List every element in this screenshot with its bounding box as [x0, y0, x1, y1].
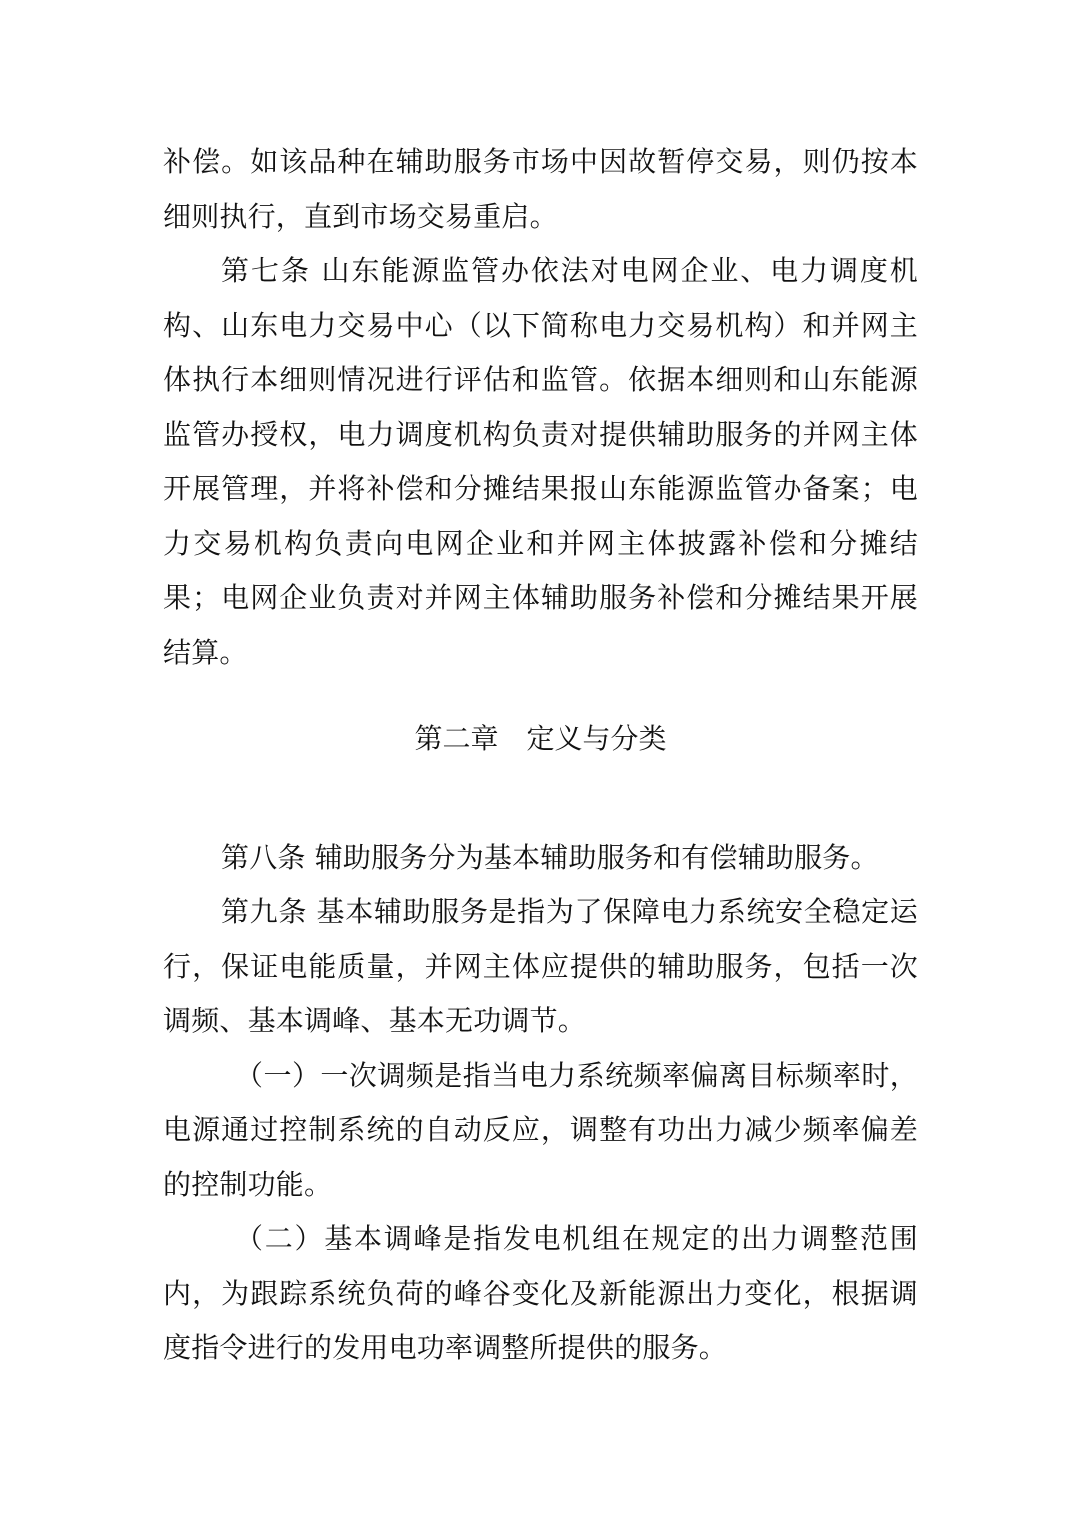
item-2-paragraph: （二）基本调峰是指发电机组在规定的出力调整范围内，为跟踪系统负荷的峰谷变化及新能源出力变化，根据调度指令进行的发用电功率调整所提供的服务。 — [163, 1222, 918, 1364]
spacer — [163, 680, 918, 712]
spacer — [163, 767, 918, 831]
article-9-paragraph: 第九条 基本辅助服务是指为了保障电力系统安全稳定运行，保证电能质量，并网主体应提供的辅助服务，包括一次调频、基本调峰、基本无功调节。 — [163, 895, 918, 1037]
chapter-heading: 第二章 定义与分类 — [414, 722, 667, 755]
paragraph-continuation: 补偿。如该品种在辅助服务市场中因故暂停交易，则仍按本细则执行，直到市场交易重启。 — [163, 145, 918, 233]
item-1-paragraph: （一）一次调频是指当电力系统频率偏离目标频率时，电源通过控制系统的自动反应，调整有功出力减少频率偏差的控制功能。 — [163, 1058, 918, 1201]
article-8-paragraph: 第八条 辅助服务分为基本辅助服务和有偿辅助服务。 — [221, 840, 879, 874]
article-7-paragraph: 第七条 山东能源监管办依法对电网企业、电力调度机构、山东电力交易中心（以下简称电力交易机构）和并网主体执行本细则情况进行评估和监管。依据本细则和山东能源监管办授权，电力调度机构负责对提供辅助服务的并网主体开展管理，并将补偿和分摊结果报山东能源监管办备案；电力交易机构负责向电网企业和并网主体披露补偿和分摊结果；电网企业负责对并网主体辅助服务补偿和分摊结果开展结算。 — [163, 254, 918, 669]
document-body — [163, 135, 918, 1376]
